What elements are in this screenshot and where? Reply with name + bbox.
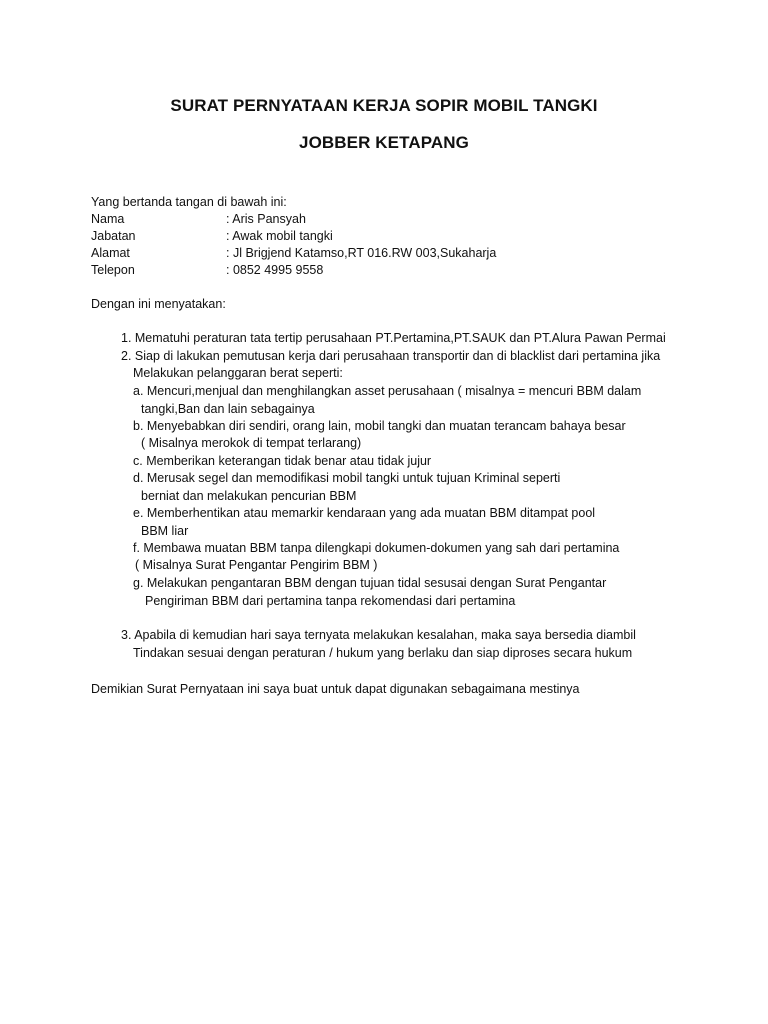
intro-text: Yang bertanda tangan di bawah ini:: [91, 195, 287, 209]
field-label-alamat: Alamat: [91, 246, 130, 260]
statement-line: d. Merusak segel dan memodifikasi mobil tangki untuk tujuan Kriminal seperti: [133, 471, 561, 485]
statement-line: b. Menyebabkan diri sendiri, orang lain, mobil tangki dan muatan terancam bahaya besar: [133, 419, 626, 433]
field-value-telepon: : 0852 4995 9558: [226, 263, 324, 277]
closing-text: Demikian Surat Pernyataan ini saya buat untuk dapat digunakan sebagaimana mestinya: [91, 682, 580, 696]
statement-line: Tindakan sesuai dengan peraturan / hukum yang berlaku dan siap diproses secara hukum: [133, 646, 633, 660]
statement-line: Pengiriman BBM dari pertamina tanpa rekomendasi dari pertamina: [145, 594, 516, 608]
statement-intro: Dengan ini menyatakan:: [91, 297, 226, 311]
field-label-nama: Nama: [91, 212, 125, 226]
statement-line: 2. Siap di lakukan pemutusan kerja dari perusahaan transportir dan di blacklist dari pertamina jika: [121, 349, 661, 363]
field-value-jabatan: : Awak mobil tangki: [226, 229, 333, 243]
statement-line: c. Memberikan keterangan tidak benar atau tidak jujur: [133, 454, 432, 468]
statement-line: berniat dan melakukan pencurian BBM: [141, 489, 357, 503]
document-title-line-1: SURAT PERNYATAAN KERJA SOPIR MOBIL TANGKI: [170, 96, 598, 115]
statement-line: Melakukan pelanggaran berat seperti:: [133, 366, 343, 380]
statement-line: f. Membawa muatan BBM tanpa dilengkapi dokumen-dokumen yang sah dari pertamina: [133, 541, 620, 555]
field-label-jabatan: Jabatan: [91, 229, 136, 243]
statement-line: 1. Mematuhi peraturan tata tertip perusahaan PT.Pertamina,PT.SAUK dan PT.Alura Pawan Permai: [121, 331, 666, 345]
statement-line: ( Misalnya Surat Pengantar Pengirim BBM ): [135, 558, 378, 572]
statement-line: e. Memberhentikan atau memarkir kendaraan yang ada muatan BBM ditampat pool: [133, 506, 596, 520]
statement-line: ( Misalnya merokok di tempat terlarang): [141, 436, 362, 450]
field-value-nama: : Aris Pansyah: [226, 212, 306, 226]
statement-line: g. Melakukan pengantaran BBM dengan tujuan tidal sesusai dengan Surat Pengantar: [133, 576, 607, 590]
document-title-line-2: JOBBER KETAPANG: [299, 133, 469, 152]
field-value-alamat: : Jl Brigjend Katamso,RT 016.RW 003,Sukaharja: [226, 246, 497, 260]
field-label-telepon: Telepon: [91, 263, 135, 277]
statement-line: 3. Apabila di kemudian hari saya ternyata melakukan kesalahan, maka saya bersedia diambil: [121, 628, 636, 642]
statement-line: BBM liar: [141, 524, 189, 538]
statement-line: tangki,Ban dan lain sebagainya: [141, 402, 315, 416]
statement-line: a. Mencuri,menjual dan menghilangkan asset perusahaan ( misalnya = mencuri BBM dalam: [133, 384, 642, 398]
